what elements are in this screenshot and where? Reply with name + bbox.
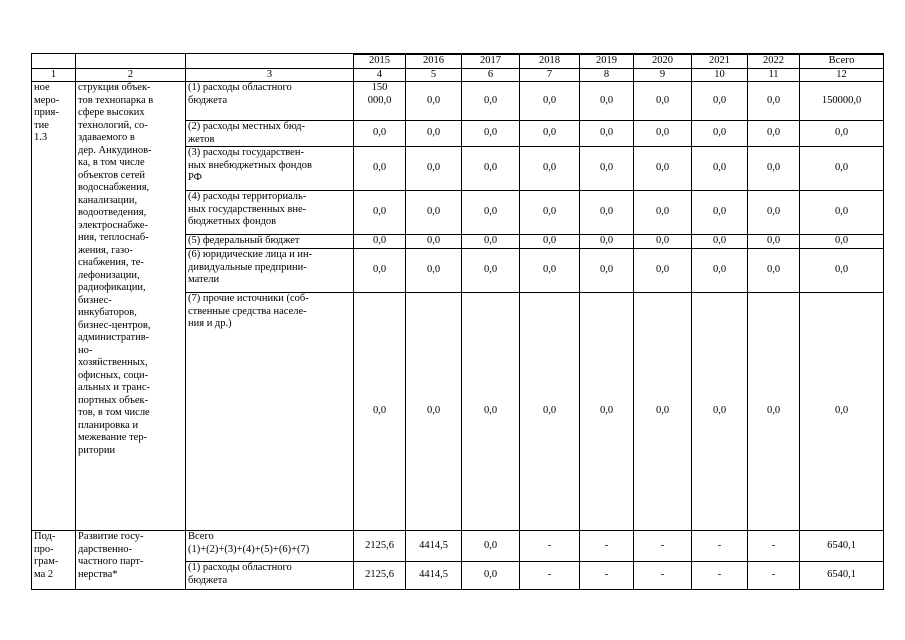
column-number: 3 — [186, 68, 354, 82]
header-year: 2019 — [580, 55, 634, 69]
value-cell: 0,0 — [406, 191, 462, 235]
column-number: 10 — [692, 68, 748, 82]
source-cell: (2) расходы местных бюд- жетов — [186, 121, 354, 147]
header-year: Всего — [800, 55, 884, 69]
block1-status: ное меро- прия- тие 1.3 — [32, 82, 76, 531]
source-cell: (7) прочие источники (соб- ственные средства населе- ния и др.) — [186, 293, 354, 531]
value-cell: 0,0 — [520, 235, 580, 249]
column-number: 6 — [462, 68, 520, 82]
value-cell: 0,0 — [354, 191, 406, 235]
value-cell: 6540,1 — [800, 531, 884, 562]
value-cell: 0,0 — [748, 191, 800, 235]
value-cell: - — [580, 562, 634, 590]
value-cell: 0,0 — [462, 249, 520, 293]
header-sources — [186, 54, 354, 69]
value-cell: 4414,5 — [406, 562, 462, 590]
source-cell: (6) юридические лица и ин- дивидуальные предприни- матели — [186, 249, 354, 293]
value-cell: 0,0 — [580, 82, 634, 121]
column-number: 12 — [800, 68, 884, 82]
value-cell: - — [692, 562, 748, 590]
source-cell: (5) федеральный бюджет — [186, 235, 354, 249]
source-cell: Всего (1)+(2)+(3)+(4)+(5)+(6)+(7) — [186, 531, 354, 562]
column-number: 9 — [634, 68, 692, 82]
value-cell: 0,0 — [800, 249, 884, 293]
value-cell: 2125,6 — [354, 562, 406, 590]
value-cell: - — [580, 531, 634, 562]
value-cell: 0,0 — [800, 235, 884, 249]
value-cell: 0,0 — [354, 235, 406, 249]
value-cell: 0,0 — [354, 147, 406, 191]
value-cell: 4414,5 — [406, 531, 462, 562]
value-cell: 0,0 — [748, 82, 800, 121]
column-numbers-row — [32, 68, 884, 82]
source-cell: (4) расходы территориаль- ных государственных вне- бюджетных фондов — [186, 191, 354, 235]
value-cell: 0,0 — [520, 121, 580, 147]
value-cell: 0,0 — [748, 293, 800, 531]
value-cell: 0,0 — [580, 147, 634, 191]
value-cell: 0,0 — [462, 235, 520, 249]
value-cell: - — [634, 562, 692, 590]
value-cell: 0,0 — [406, 235, 462, 249]
source-cell: (1) расходы областного бюджета — [186, 562, 354, 590]
value-cell: 150000,0 — [800, 82, 884, 121]
value-cell: 0,0 — [692, 293, 748, 531]
value-cell: 0,0 — [748, 147, 800, 191]
block1-row — [32, 82, 884, 121]
source-cell: (3) расходы государствен- ных внебюджетных фондов РФ — [186, 147, 354, 191]
block2-status: Под- про- грам- ма 2 — [32, 531, 76, 590]
value-cell: 0,0 — [462, 562, 520, 590]
value-cell: 0,0 — [406, 293, 462, 531]
value-cell: 0,0 — [406, 121, 462, 147]
value-cell: - — [634, 531, 692, 562]
value-cell: 0,0 — [692, 235, 748, 249]
value-cell: 0,0 — [462, 191, 520, 235]
value-cell: 0,0 — [580, 121, 634, 147]
value-cell: 0,0 — [800, 191, 884, 235]
header-year: 2021 — [692, 55, 748, 69]
value-cell: 0,0 — [800, 121, 884, 147]
value-cell: 0,0 — [520, 249, 580, 293]
value-cell: - — [520, 562, 580, 590]
value-cell: 0,0 — [634, 82, 692, 121]
value-cell: - — [748, 531, 800, 562]
value-cell: 150 000,0 — [354, 82, 406, 121]
value-cell: 0,0 — [354, 249, 406, 293]
value-cell: 0,0 — [462, 121, 520, 147]
value-cell: 0,0 — [462, 531, 520, 562]
value-cell: 2125,6 — [354, 531, 406, 562]
header-year: 2017 — [462, 55, 520, 69]
value-cell: 0,0 — [406, 249, 462, 293]
value-cell: 0,0 — [634, 235, 692, 249]
value-cell: 0,0 — [580, 191, 634, 235]
value-cell: 0,0 — [634, 249, 692, 293]
value-cell: 0,0 — [800, 147, 884, 191]
header-name — [76, 54, 186, 69]
header-year: 2022 — [748, 55, 800, 69]
value-cell: 0,0 — [692, 147, 748, 191]
value-cell: 0,0 — [800, 293, 884, 531]
value-cell: 0,0 — [748, 121, 800, 147]
table-body — [32, 54, 884, 590]
block2-row — [32, 531, 884, 562]
value-cell: 0,0 — [634, 191, 692, 235]
column-number: 8 — [580, 68, 634, 82]
value-cell: 0,0 — [354, 121, 406, 147]
value-cell: 0,0 — [634, 293, 692, 531]
column-number: 11 — [748, 68, 800, 82]
value-cell: 0,0 — [520, 293, 580, 531]
value-cell: 0,0 — [692, 82, 748, 121]
value-cell: 0,0 — [462, 147, 520, 191]
header-year: 2015 — [354, 55, 406, 69]
header-year: 2020 — [634, 55, 692, 69]
value-cell: 0,0 — [580, 249, 634, 293]
value-cell: 0,0 — [462, 293, 520, 531]
value-cell: - — [692, 531, 748, 562]
column-number: 4 — [354, 68, 406, 82]
value-cell: 0,0 — [692, 191, 748, 235]
expenditure-table — [31, 53, 884, 590]
value-cell: 0,0 — [748, 235, 800, 249]
value-cell: 6540,1 — [800, 562, 884, 590]
column-number: 7 — [520, 68, 580, 82]
block2-name: Развитие госу- дарственно- частного парт- нерства* — [76, 531, 186, 590]
header-status — [32, 54, 76, 69]
header-year: 2016 — [406, 55, 462, 69]
value-cell: 0,0 — [406, 147, 462, 191]
value-cell: 0,0 — [634, 147, 692, 191]
column-number: 1 — [32, 68, 76, 82]
source-cell: (1) расходы областного бюджета — [186, 82, 354, 121]
value-cell: 0,0 — [580, 293, 634, 531]
value-cell: 0,0 — [520, 147, 580, 191]
value-cell: - — [748, 562, 800, 590]
header-year: 2018 — [520, 55, 580, 69]
value-cell: 0,0 — [692, 121, 748, 147]
value-cell: 0,0 — [520, 191, 580, 235]
value-cell: 0,0 — [354, 293, 406, 531]
column-number: 2 — [76, 68, 186, 82]
value-cell: 0,0 — [406, 82, 462, 121]
column-number: 5 — [406, 68, 462, 82]
value-cell: 0,0 — [462, 82, 520, 121]
value-cell: 0,0 — [748, 249, 800, 293]
value-cell: 0,0 — [692, 249, 748, 293]
value-cell: 0,0 — [520, 82, 580, 121]
value-cell: - — [520, 531, 580, 562]
value-cell: 0,0 — [634, 121, 692, 147]
block1-name: струкция объек- тов технопарка в сфере высоких технологий, со- здаваемого в дер. Анкудинов- ка, в том числе объектов сетей водоснабжения, канализации, водоотведения, электроснабже- ния, теплоснаб- жения, газо- снабжения, те- лефонизации, радиофикации, бизнес- инкубаторов, бизнес-центров, административ- но- хозяйственных, офисных, соци- альных и транс- портных объек- тов, в том числе планировка и межевание тер- ритории — [76, 82, 186, 531]
value-cell: 0,0 — [580, 235, 634, 249]
